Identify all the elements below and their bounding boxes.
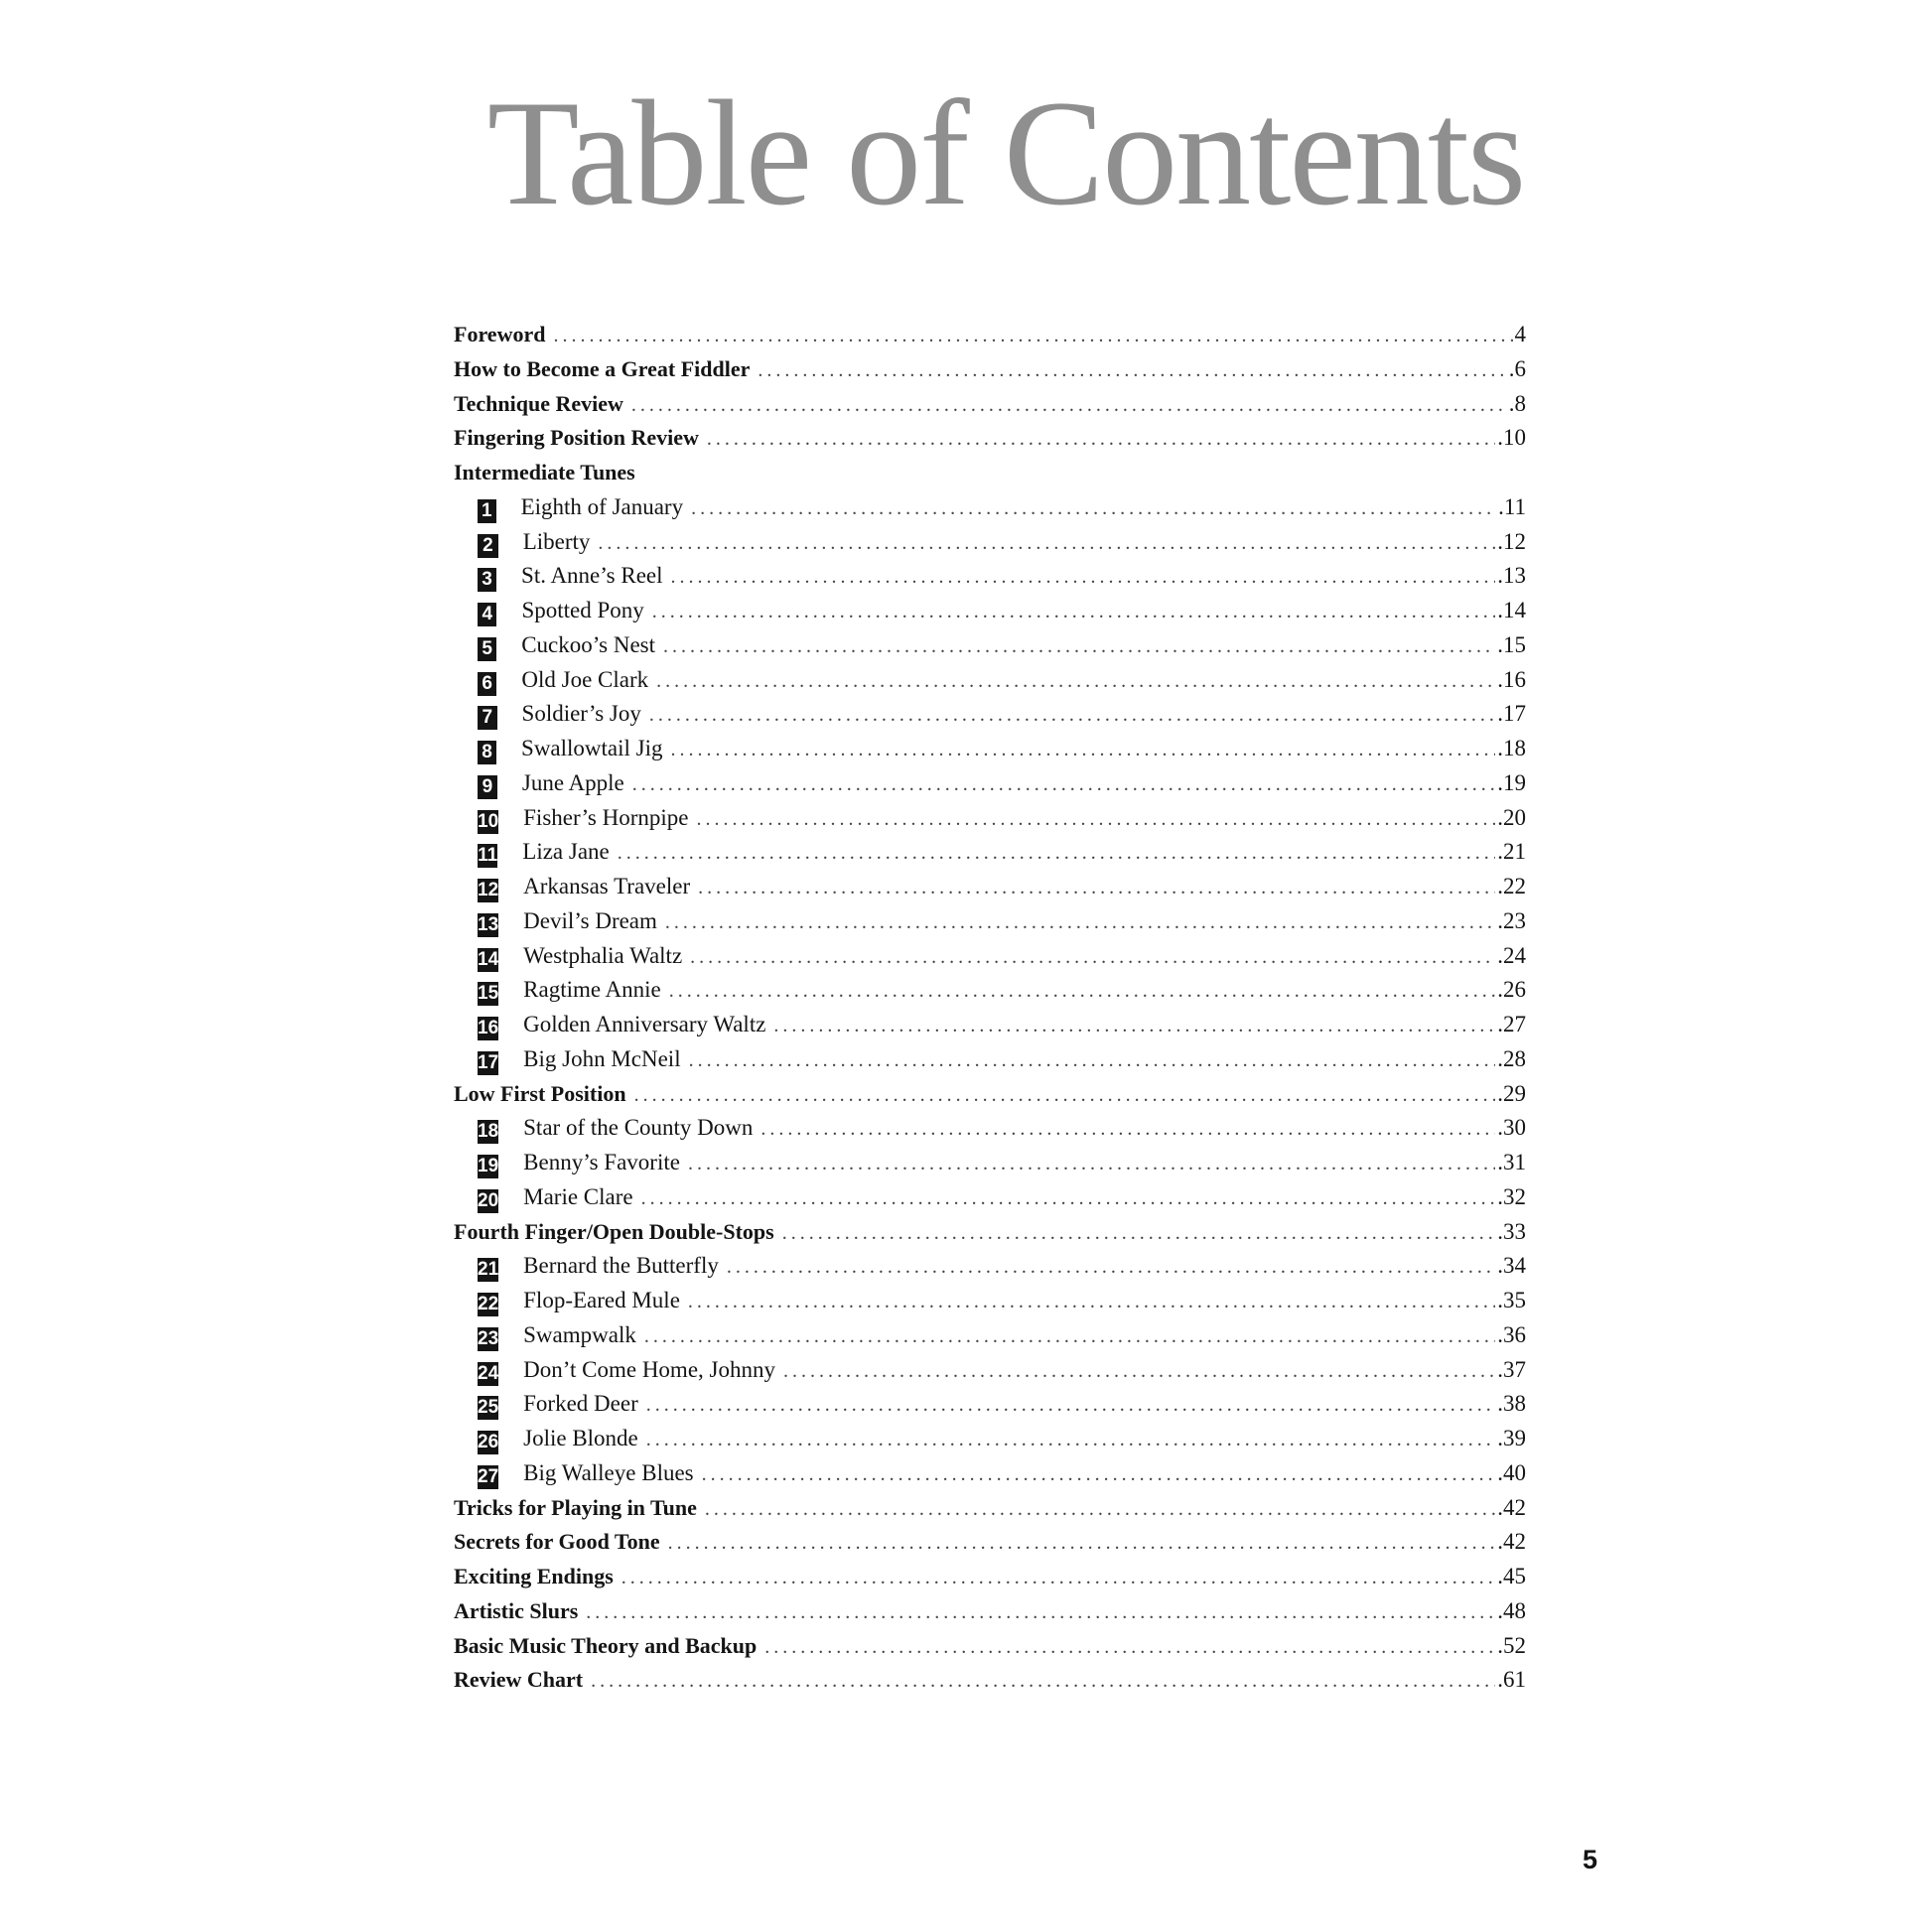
- entry-page-number: .14: [1497, 598, 1526, 622]
- dot-leader: [705, 1498, 1495, 1521]
- entry-title: Old Joe Clark: [521, 666, 649, 692]
- dot-leader: [632, 773, 1495, 796]
- track-number-badge: 1: [478, 499, 496, 523]
- track-number-badge: 9: [478, 775, 497, 799]
- entry-page-number: .11: [1498, 493, 1526, 519]
- dot-leader: [644, 1325, 1495, 1348]
- entry-title: Exciting Endings: [454, 1564, 614, 1588]
- entry-page-number: .35: [1497, 1288, 1526, 1312]
- dot-leader: [689, 1049, 1496, 1072]
- entry-title: Jolie Blonde: [523, 1426, 638, 1450]
- entry-title: Marie Clare: [523, 1183, 633, 1209]
- track-number-badge: 25: [478, 1397, 499, 1419]
- entry-page-number: .23: [1497, 907, 1526, 933]
- track-number-badge: 26: [478, 1432, 499, 1452]
- entry-title: Tricks for Playing in Tune: [454, 1494, 697, 1520]
- track-number-badge: 3: [478, 568, 496, 592]
- entry-title: How to Become a Great Fiddler: [454, 355, 751, 381]
- track-number-badge: 23: [478, 1327, 499, 1349]
- dot-leader: [641, 1187, 1496, 1210]
- track-number-badge: 20: [478, 1189, 499, 1211]
- dot-leader: [598, 532, 1495, 555]
- entry-title: Forked Deer: [523, 1391, 638, 1417]
- toc-tune-entry: [454, 1253, 1526, 1288]
- entry-page-number: .12: [1497, 528, 1526, 554]
- toc-tune-entry: [454, 805, 1526, 840]
- entry-page-number: .36: [1497, 1321, 1526, 1347]
- entry-page-number: .16: [1497, 666, 1526, 692]
- track-number-badge: 19: [478, 1156, 499, 1176]
- track-number-badge: 7: [478, 706, 497, 730]
- toc-tune-entry: [454, 494, 1526, 529]
- page-title: Table of Contents: [486, 69, 1525, 236]
- toc-entry: [454, 322, 1526, 356]
- dot-leader: [671, 739, 1496, 761]
- entry-title: Basic Music Theory and Backup: [454, 1632, 758, 1658]
- toc-tune-entry: [454, 908, 1526, 943]
- dot-leader: [782, 1222, 1496, 1245]
- entry-title: Soldier’s Joy: [521, 701, 641, 727]
- track-number-badge: 12: [478, 880, 499, 900]
- track-number-badge: 16: [478, 1018, 499, 1038]
- toc-tune-entry: [454, 839, 1526, 874]
- entry-page-number: .61: [1497, 1667, 1526, 1693]
- dot-leader: [586, 1601, 1495, 1624]
- track-number-badge: 2: [478, 534, 498, 558]
- dot-leader: [698, 877, 1495, 899]
- track-number-badge: 14: [478, 948, 499, 970]
- track-number-badge: 21: [478, 1259, 499, 1281]
- entry-title: Technique Review: [454, 390, 623, 416]
- dot-leader: [668, 1532, 1496, 1555]
- dot-leader: [634, 1084, 1496, 1107]
- toc-tune-entry: [454, 1288, 1526, 1322]
- entry-title: June Apple: [521, 769, 624, 795]
- entry-page-number: .6: [1508, 355, 1526, 381]
- dot-leader: [652, 601, 1495, 623]
- toc-tune-entry: [454, 632, 1526, 667]
- toc-section-heading: [454, 460, 1526, 494]
- dot-leader: [646, 1429, 1495, 1451]
- entry-title: St. Anne’s Reel: [521, 563, 663, 589]
- toc-entry: [454, 1667, 1526, 1702]
- toc-entry: [454, 1495, 1526, 1530]
- entry-page-number: .24: [1497, 942, 1526, 968]
- toc-tune-entry: [454, 874, 1526, 908]
- entry-title: Swallowtail Jig: [521, 736, 663, 760]
- entry-page-number: .33: [1497, 1218, 1526, 1244]
- dot-leader: [702, 1463, 1496, 1486]
- toc-tune-entry: [454, 1426, 1526, 1460]
- track-number-badge: 15: [478, 983, 499, 1005]
- entry-title: Liberty: [522, 528, 591, 554]
- dot-leader: [773, 1015, 1495, 1037]
- table-of-contents: [454, 322, 1526, 1702]
- dot-leader: [591, 1670, 1495, 1693]
- toc-entry: [454, 1529, 1526, 1564]
- track-number-badge: 8: [478, 741, 496, 764]
- track-number-badge: 27: [478, 1465, 499, 1487]
- track-number-badge: 13: [478, 913, 499, 935]
- dot-leader: [649, 704, 1495, 727]
- toc-tune-entry: [454, 1046, 1526, 1081]
- dot-leader: [618, 842, 1496, 865]
- entry-page-number: .8: [1508, 390, 1526, 416]
- entry-title: Flop-Eared Mule: [523, 1288, 680, 1312]
- dot-leader: [688, 1291, 1495, 1313]
- entry-page-number: .27: [1497, 1012, 1526, 1036]
- toc-tune-entry: [454, 529, 1526, 564]
- track-number-badge: 18: [478, 1121, 499, 1143]
- dot-leader: [621, 1567, 1495, 1589]
- toc-entry: [454, 1219, 1526, 1254]
- entry-title: Cuckoo’s Nest: [521, 631, 656, 657]
- toc-tune-entry: [454, 1115, 1526, 1150]
- entry-title: Benny’s Favorite: [523, 1150, 680, 1174]
- toc-entry: [454, 1598, 1526, 1633]
- page-number: 5: [1583, 1845, 1598, 1874]
- entry-page-number: .29: [1497, 1080, 1526, 1106]
- toc-entry: [454, 425, 1526, 460]
- entry-title: Intermediate Tunes: [454, 460, 635, 484]
- entry-title: Liza Jane: [522, 839, 610, 865]
- toc-tune-entry: [454, 1460, 1526, 1495]
- dot-leader: [727, 1256, 1495, 1279]
- entry-page-number: .21: [1497, 839, 1526, 865]
- toc-entry: [454, 1564, 1526, 1598]
- entry-page-number: .42: [1497, 1529, 1526, 1555]
- entry-page-number: .18: [1497, 736, 1526, 760]
- toc-tune-entry: [454, 1184, 1526, 1219]
- entry-page-number: .19: [1497, 769, 1526, 795]
- entry-page-number: .38: [1497, 1391, 1526, 1417]
- toc-entry: [454, 1633, 1526, 1668]
- entry-title: Westphalia Waltz: [523, 942, 683, 968]
- track-number-badge: 22: [478, 1294, 499, 1314]
- track-number-badge: 6: [478, 672, 496, 696]
- dot-leader: [656, 670, 1495, 693]
- entry-page-number: .30: [1497, 1115, 1526, 1141]
- entry-title: Swampwalk: [523, 1321, 636, 1347]
- dot-leader: [688, 1153, 1495, 1175]
- track-number-badge: 10: [478, 810, 499, 832]
- entry-page-number: .17: [1497, 701, 1526, 727]
- entry-page-number: .28: [1497, 1045, 1526, 1071]
- entry-title: Golden Anniversary Waltz: [523, 1012, 766, 1036]
- track-number-badge: 17: [478, 1051, 499, 1073]
- toc-tune-entry: [454, 563, 1526, 598]
- entry-title: Big John McNeil: [523, 1045, 681, 1071]
- entry-page-number: 4: [1514, 322, 1526, 346]
- dot-leader: [669, 980, 1495, 1003]
- entry-title: Fingering Position Review: [454, 425, 699, 451]
- entry-page-number: .40: [1497, 1459, 1526, 1485]
- track-number-badge: 5: [478, 637, 496, 661]
- entry-page-number: .31: [1497, 1150, 1526, 1174]
- toc-tune-entry: [454, 598, 1526, 632]
- entry-title: Foreword: [454, 322, 546, 346]
- dot-leader: [631, 394, 1507, 417]
- entry-page-number: .20: [1497, 804, 1526, 830]
- entry-page-number: .48: [1497, 1597, 1526, 1623]
- toc-tune-entry: [454, 667, 1526, 702]
- entry-page-number: .34: [1497, 1253, 1526, 1279]
- toc-tune-entry: [454, 1391, 1526, 1426]
- entry-page-number: .37: [1497, 1356, 1526, 1382]
- entry-title: Arkansas Traveler: [523, 874, 691, 898]
- toc-tune-entry: [454, 1357, 1526, 1392]
- dot-leader: [665, 911, 1495, 934]
- entry-title: Secrets for Good Tone: [454, 1529, 660, 1555]
- entry-title: Bernard the Butterfly: [523, 1253, 719, 1279]
- dot-leader: [783, 1360, 1495, 1383]
- dot-leader: [646, 1394, 1496, 1417]
- dot-leader: [758, 359, 1506, 382]
- dot-leader: [760, 1118, 1495, 1141]
- toc-tune-entry: [454, 770, 1526, 805]
- entry-title: Spotted Pony: [521, 598, 644, 622]
- track-number-badge: 11: [478, 845, 498, 867]
- entry-page-number: .52: [1497, 1632, 1526, 1658]
- entry-title: Big Walleye Blues: [523, 1459, 694, 1485]
- toc-tune-entry: [454, 943, 1526, 978]
- dot-leader: [691, 497, 1496, 520]
- entry-title: Devil’s Dream: [523, 907, 657, 933]
- entry-title: Review Chart: [454, 1667, 584, 1693]
- entry-title: Ragtime Annie: [523, 977, 661, 1003]
- entry-title: Eighth of January: [520, 493, 684, 519]
- entry-title: Low First Position: [454, 1080, 626, 1106]
- toc-entry: [454, 1081, 1526, 1116]
- track-number-badge: 24: [478, 1362, 499, 1384]
- entry-page-number: .42: [1497, 1494, 1526, 1520]
- toc-tune-entry: [454, 1322, 1526, 1357]
- toc-entry: [454, 356, 1526, 391]
- toc-tune-entry: [454, 701, 1526, 736]
- dot-leader: [553, 325, 1512, 347]
- dot-leader: [663, 635, 1495, 658]
- track-number-badge: 4: [478, 603, 496, 626]
- toc-tune-entry: [454, 1150, 1526, 1184]
- dot-leader: [690, 946, 1495, 969]
- toc-tune-entry: [454, 977, 1526, 1012]
- dot-leader: [671, 566, 1496, 589]
- entry-page-number: .15: [1497, 631, 1526, 657]
- toc-tune-entry: [454, 736, 1526, 770]
- entry-title: Star of the County Down: [523, 1115, 754, 1141]
- toc-entry: [454, 391, 1526, 426]
- entry-title: Fisher’s Hornpipe: [523, 804, 689, 830]
- entry-page-number: .13: [1497, 563, 1526, 589]
- entry-title: Fourth Finger/Open Double-Stops: [454, 1218, 774, 1244]
- entry-page-number: .22: [1497, 874, 1526, 898]
- entry-page-number: .26: [1497, 977, 1526, 1003]
- entry-title: Artistic Slurs: [454, 1597, 579, 1623]
- toc-tune-entry: [454, 1012, 1526, 1046]
- entry-page-number: .39: [1497, 1426, 1526, 1450]
- entry-page-number: .45: [1497, 1564, 1526, 1588]
- dot-leader: [707, 428, 1495, 451]
- dot-leader: [696, 808, 1495, 831]
- entry-page-number: .32: [1497, 1183, 1526, 1209]
- entry-page-number: .10: [1497, 425, 1526, 451]
- entry-title: Don’t Come Home, Johnny: [523, 1356, 775, 1382]
- dot-leader: [764, 1636, 1495, 1659]
